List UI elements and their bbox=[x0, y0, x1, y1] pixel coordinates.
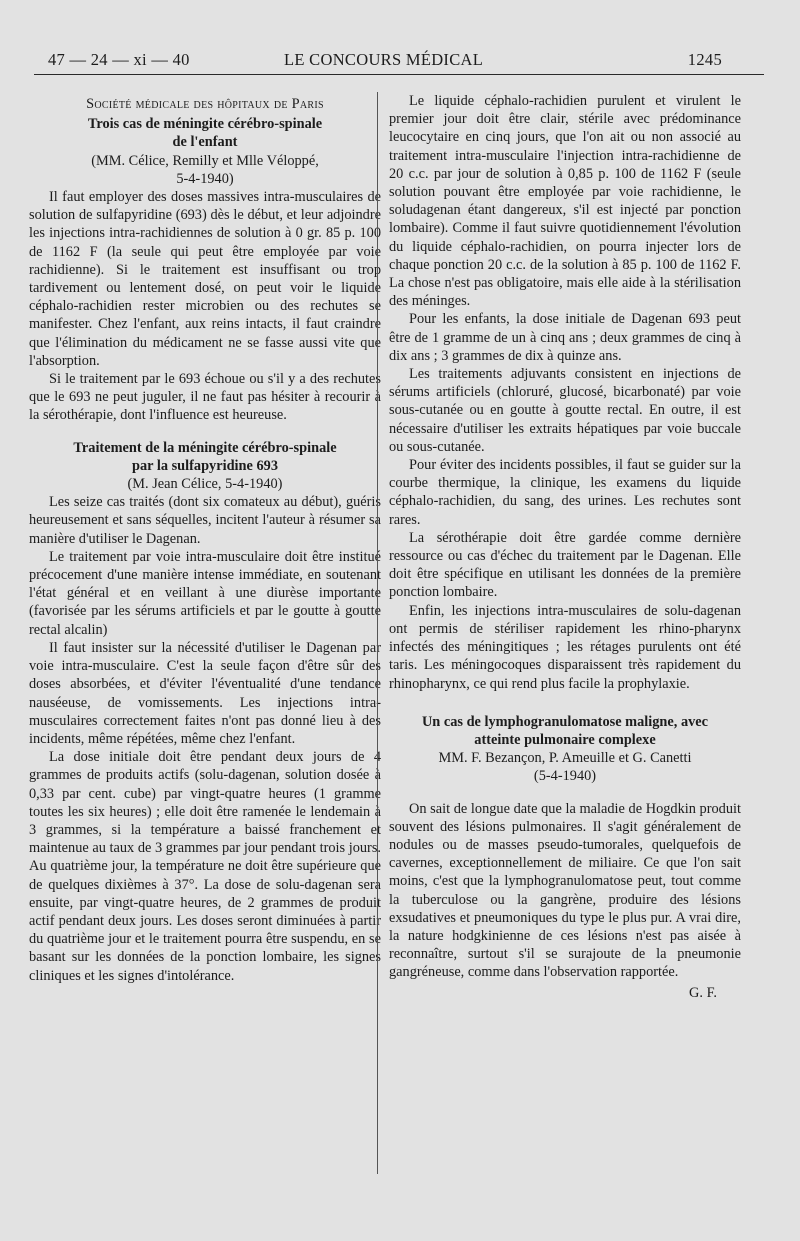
right-column bbox=[389, 92, 741, 1002]
left-column bbox=[29, 92, 381, 985]
article-3-title-line-1: Un cas de lymphogranulomatose maligne, avec bbox=[421, 713, 709, 730]
article-2-paragraph-9: La sérothérapie doit être gardée comme dernière ressource ou cas d'échec du traitement par le Dagenan. Elle doit être spécifique en utilisant les données de la première ponction lombaire. bbox=[389, 529, 741, 601]
article-2-paragraph-3: Il faut insister sur la nécessité d'utiliser le Dagenan par voie intra-musculaire. C'est la seule façon d'être sûr des doses absorbées, et d'éviter l'éventualité d'une tendance nauséeuse, de vomissements. Les injections intra-musculaires correctement faites n'ont pas donné lieu à des incidents, même répétées, même chez l'enfant. bbox=[29, 639, 381, 747]
article-2-paragraph-7: Les traitements adjuvants consistent en injections de sérums artificiels (chloruré, glucosé, bicarbonaté) par voie sous-cutanée ou en goutte à goutte rectal. En outre, il est nécessaire d'utiliser les extraits hépatiques par voie buccale ou sous-cutanée. bbox=[389, 366, 741, 455]
article-3-authors-line-2: (5-4-1940) bbox=[533, 768, 597, 785]
article-1-title-line-1: Trois cas de méningite cérébro-spinale bbox=[87, 116, 323, 133]
article-2-title-line-1: Traitement de la méningite cérébro-spinale bbox=[73, 439, 337, 456]
article-2-paragraph-1: Les seize cas traités (dont six comateux au début), guéris heureusement et sans séquelles, incitent l'auteur à résumer sa manière d'utiliser le Dagenan. bbox=[29, 494, 381, 547]
society-heading: Société médicale des hôpitaux de Paris bbox=[86, 96, 324, 112]
article-2-paragraph-10: Enfin, les injections intra-musculaires de solu-dagenan ont permis de stériliser rapidement les rhino-pharynx infectés des méningitiques ; les rétages purulents ont été taris. Les méningocoques disparaissent très rapidement du rhinopharynx, ce qui rend plus facile la prophylaxie. bbox=[389, 602, 741, 692]
article-2-paragraph-4: La dose initiale doit être pendant deux jours de 4 grammes de produits actifs (solu-dagenan, solution dosée à 0,33 par cent. cube) par vingt-quatre heures (1 gramme toutes les six heures) ; elle doit être ramenée le lendemain à 3 grammes, si la température a baissé franchement et maintenue au taux de 3 grammes par jour pendant trois jours. Au quatrième jour, la température ne doit être supérieure que de quelques dixièmes à 37°. La dose de solu-dagenan sera ensuite, par vingt-quatre heures, de 2 grammes de produit actif pendant deux jours. Les doses seront diminuées à partir du quatrième jour et le traitement pourra être suspendu, en se basant sur les données de la ponction lombaire, les signes cliniques et les signes d'intolérance. bbox=[29, 749, 381, 984]
journal-title: LE CONCOURS MÉDICAL bbox=[284, 50, 484, 69]
page-number: 1245 bbox=[687, 50, 722, 69]
article-2-paragraph-6: Pour les enfants, la dose initiale de Dagenan 693 peut être de 1 gramme de un à cinq ans ; deux grammes de cinq à dix ans ; 3 grammes de dix à quinze ans. bbox=[389, 311, 741, 364]
column-divider bbox=[377, 92, 378, 1174]
article-1-paragraph-2: Si le traitement par le 693 échoue ou s'il y a des rechutes que le 693 ne peut juguler, il ne faut pas hésiter à recourir à la sérothérapie, dont l'influence est heureuse. bbox=[29, 371, 381, 424]
article-3-paragraph-1: On sait de longue date que la maladie de Hogdkin produit souvent des lésions pulmonaires. Il s'agit généralement de nodules ou de masses pseudo-tumorales, quelquefois de cavernes, exceptionnellement de miliaire. Ce que l'on sait moins, c'est que la lymphogranulomatose peut, tout comme la tuberculose ou la gangrène, produire des lésions exsudatives et pneumoniques du type le plus pur. A vrai dire, la nature hodgkinienne de ces lésions n'est pas aisée à reconnaître, surtout s'il se surajoute de la pneumonie gangréneuse, comme dans l'observation rapportée. bbox=[389, 800, 741, 981]
article-2-title-line-2: par la sulfapyridine 693 bbox=[132, 457, 278, 474]
signature: G. F. bbox=[689, 984, 717, 1001]
page-header bbox=[34, 46, 764, 75]
article-1-title-line-2: de l'enfant bbox=[172, 134, 238, 151]
article-1-paragraph-1: Il faut employer des doses massives intra-musculaires de solution de sulfapyridine (693) dès le début, et leur adjoindre les injections intra-rachidiennes de solution à 0 gr. 85 p. 100 de 1162 F (la seule qui peut être employée par voie rachidienne). Si le traitement est insuffisant ou trop tardivement ou lentement dosé, on peut voir le liquide céphalo-rachidien rester microbien ou des rechutes se manifester. Chez l'enfant, aux reins intacts, il faut craindre que l'élimination du médicament ne se fasse aussi vite que l'absorption. bbox=[29, 189, 381, 369]
article-2-paragraph-5: Le liquide céphalo-rachidien purulent et virulent le premier jour doit être clair, stérile avec prédominance leucocytaire en cinq jours, que l'on ait ou non associé au traitement intra-musculaire l'injection intra-rachidienne de 20 c.c. par jour de solution à 0,85 p. 100 de 1162 F (seule solution pouvant être employée par voie rachidienne, le soludagenan étant dangereux, s'il est injecté par ponction lombaire). Comme il faut suivre quotidiennement l'évolution du liquide céphalo-rachidien, on pourra injecter lors de chaque ponction 20 c.c. de la solution à 85 p. 100 de 1162 F. La chose n'est pas obligatoire, mais elle aide à la stérilisation des méninges. bbox=[389, 93, 741, 310]
article-3-authors-line-1: MM. F. Bezançon, P. Ameuille et G. Canetti bbox=[438, 750, 692, 767]
article-1-authors-line-1: (MM. Célice, Remilly et Mlle Véloppé, bbox=[91, 152, 319, 169]
issue-reference: 47 — 24 — xi — 40 bbox=[48, 50, 190, 69]
article-2-authors: (M. Jean Célice, 5-4-1940) bbox=[127, 476, 283, 493]
article-2-paragraph-2: Le traitement par voie intra-musculaire doit être institué précocement d'une manière intense immédiate, en soutenant l'état général et en veillant à une diurèse importante (favorisée par les sérums artificiels et par le goutte à goutte rectal alcalin) bbox=[29, 548, 381, 638]
article-2-paragraph-8: Pour éviter des incidents possibles, il faut se guider sur la courbe thermique, la clinique, les examens du liquide céphalo-rachidien, du sang, des urines. Les rechutes sont rares. bbox=[389, 457, 741, 528]
article-3-title-line-2: atteinte pulmonaire complexe bbox=[474, 731, 656, 748]
article-1-authors-line-2: 5-4-1940) bbox=[176, 170, 234, 187]
